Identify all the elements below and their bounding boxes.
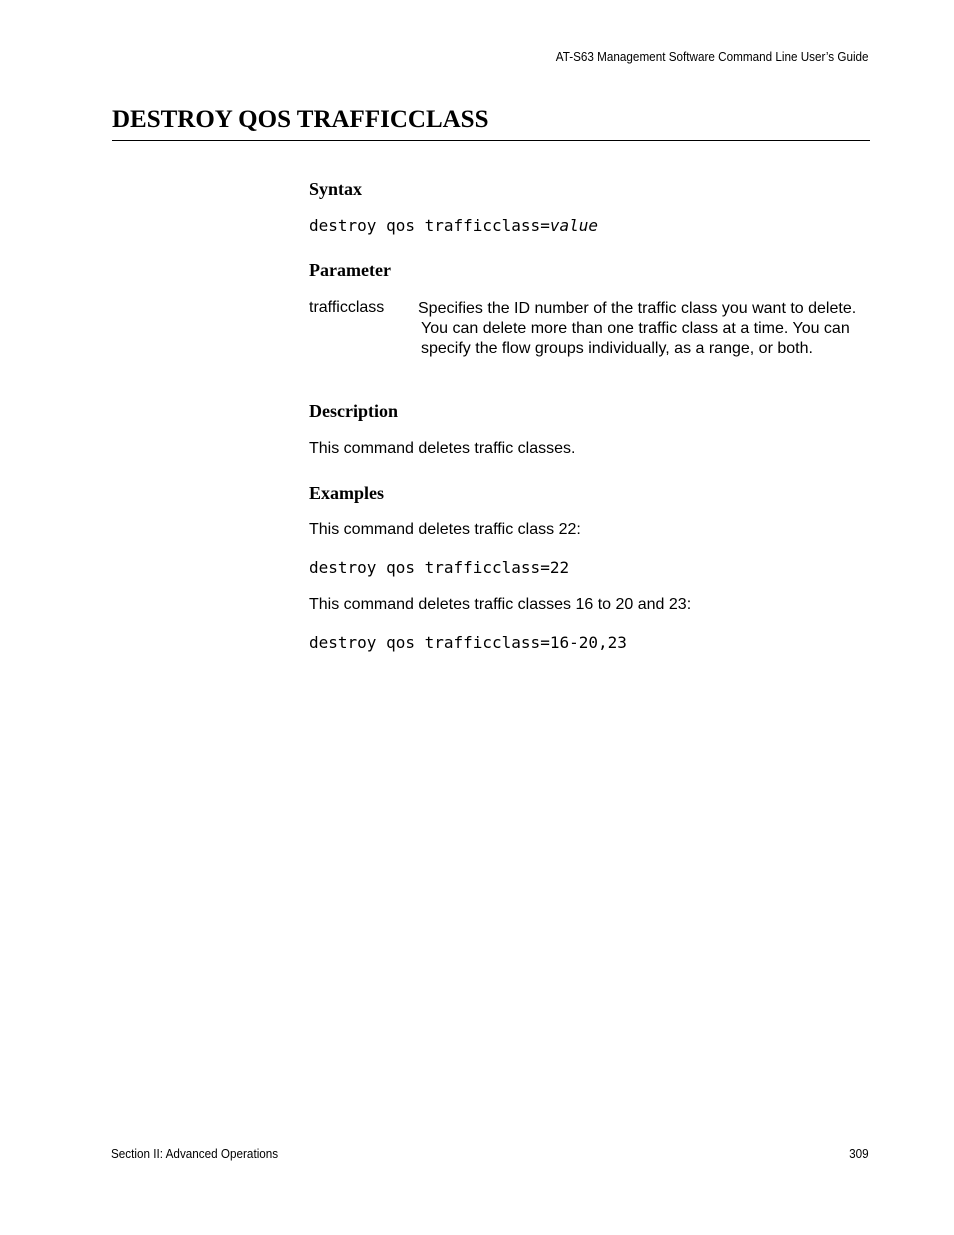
syntax-heading: Syntax [309,179,363,199]
title-rule [112,140,870,141]
example-command: destroy qos trafficclass=16-20,23 [309,633,627,652]
footer-page-number: 309 [849,1146,869,1161]
running-header: AT-S63 Management Software Command Line User’s Guide [556,49,869,64]
parameter-name: trafficclass [309,299,385,316]
syntax-command-prefix: destroy qos trafficclass= [309,216,550,235]
footer-section: Section II: Advanced Operations [111,1146,279,1161]
description-heading: Description [309,401,398,421]
example-text: This command deletes traffic class 22: [309,521,581,538]
syntax-command-variable: value [549,216,598,235]
parameter-description: Specifies the ID number of the traffic class you want to delete. You can delete more than one traffic class at a time. You can specify the flow groups individually, as a range, or both. [418,300,857,357]
parameter-heading: Parameter [309,260,391,280]
example-text: This command deletes traffic classes 16 to 20 and 23: [309,596,692,613]
description-text: This command deletes traffic classes. [309,440,576,457]
examples-heading: Examples [309,483,385,503]
example-command: destroy qos trafficclass=22 [309,558,570,577]
syntax-command [309,216,598,235]
page-title: DESTROY QOS TRAFFICCLASS [112,106,489,133]
